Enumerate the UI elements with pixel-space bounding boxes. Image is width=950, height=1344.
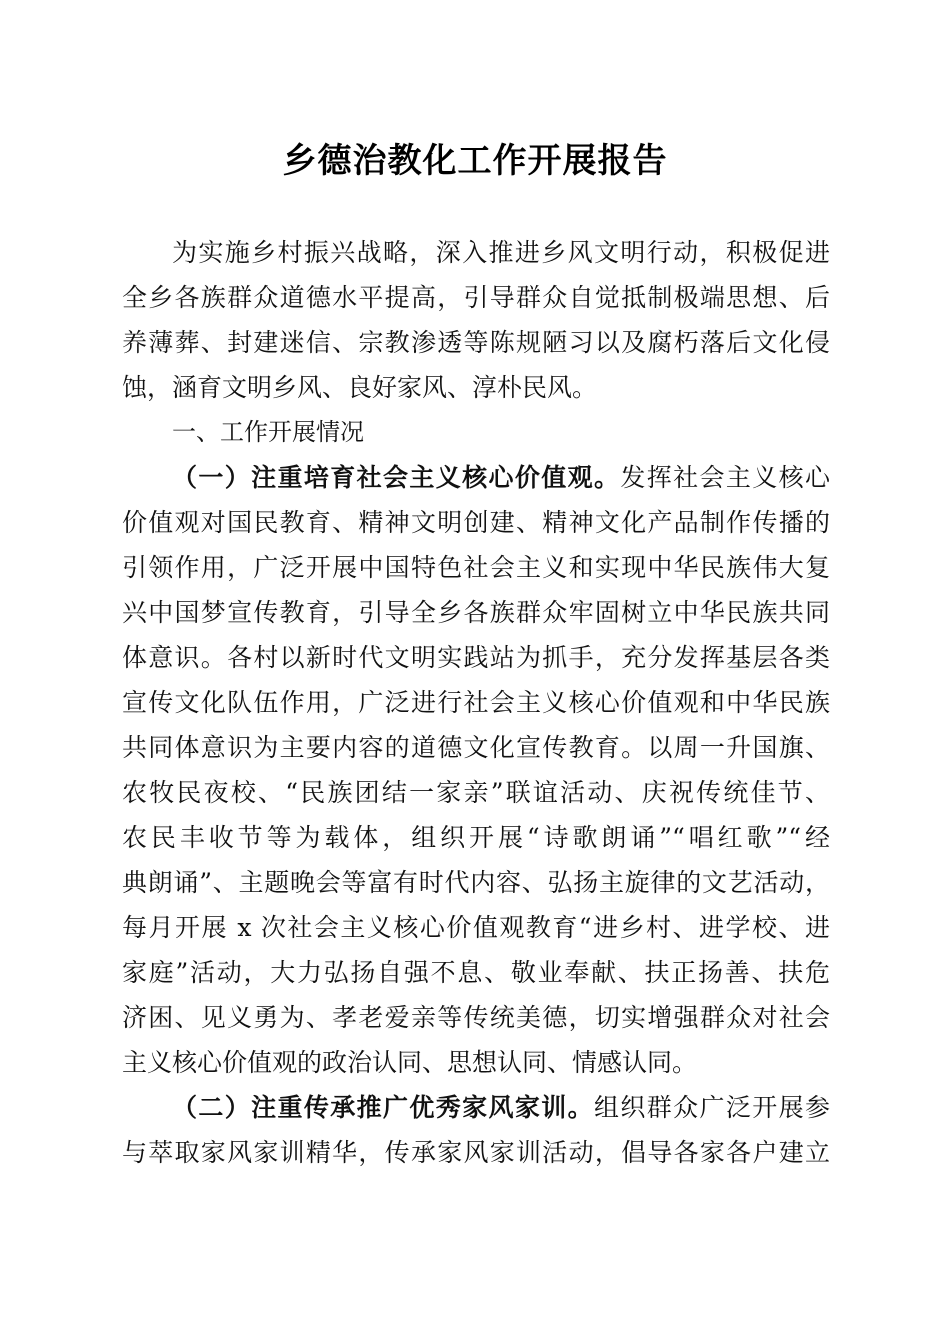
paragraph-line: 价值观对国民教育、精神文明创建、精神文化产品制作传播的 xyxy=(122,508,830,537)
document-title: 乡德治教化工作开展报告 xyxy=(282,141,668,181)
subsection-2 xyxy=(122,1085,830,1175)
intro-line: 养薄葬、封建迷信、宗教渗透等陈规陋习以及腐朽落后文化侵 xyxy=(122,328,830,357)
subsection-1-first-line-text: 发挥社会主义核心 xyxy=(620,463,830,492)
paragraph-line: 农牧民夜校、“民族团结一家亲”联谊活动、庆祝传统佳节、 xyxy=(122,778,830,807)
intro-line: 为实施乡村振兴战略，深入推进乡风文明行动，积极促进 xyxy=(172,238,830,267)
subsection-1-first-line xyxy=(122,455,830,500)
paragraph-line: 家庭”活动，大力弘扬自强不息、敬业奉献、扶正扬善、扶危 xyxy=(122,958,830,987)
intro-line: 全乡各族群众道德水平提高，引导群众自觉抵制极端思想、后 xyxy=(122,283,830,312)
paragraph-line: 典朗诵”、主题晚会等富有时代内容、弘扬主旋律的文艺活动， xyxy=(122,868,830,897)
paragraph-line: 每月开展 x 次社会主义核心价值观教育“进乡村、进学校、进 xyxy=(122,913,830,942)
paragraph-line: 兴中国梦宣传教育，引导全乡各族群众牢固树立中华民族共同 xyxy=(122,598,830,627)
subsection-1-heading: （一）注重培育社会主义核心价值观。 xyxy=(172,463,621,492)
paragraph-line: 主义核心价值观的政治认同、思想认同、情感认同。 xyxy=(122,1048,698,1077)
paragraph-line: 宣传文化队伍作用，广泛进行社会主义核心价值观和中华民族 xyxy=(122,688,830,717)
paragraph-line: 与萃取家风家训精华，传承家风家训活动，倡导各家各户建立 xyxy=(122,1138,830,1167)
subsection-2-first-line-text: 组织群众广泛开展参 xyxy=(593,1093,830,1122)
paragraph-line: 农民丰收节等为载体，组织开展“诗歌朗诵”“唱红歌”“经 xyxy=(122,823,830,852)
paragraph-line: 引领作用，广泛开展中国特色社会主义和实现中华民族伟大复 xyxy=(122,553,830,582)
subsection-1 xyxy=(122,455,830,1085)
section-heading: 一、工作开展情况 xyxy=(172,418,364,446)
paragraph-line: 济困、见义勇为、孝老爱亲等传统美德，切实增强群众对社会 xyxy=(122,1003,830,1032)
paragraph-line: 共同体意识为主要内容的道德文化宣传教育。以周一升国旗、 xyxy=(122,733,830,762)
intro-paragraph xyxy=(122,230,830,410)
subsection-2-first-line xyxy=(122,1085,830,1130)
intro-line: 蚀，涵育文明乡风、良好家风、淳朴民风。 xyxy=(122,373,598,402)
subsection-2-heading: （二）注重传承推广优秀家风家训。 xyxy=(172,1093,594,1122)
paragraph-line: 体意识。各村以新时代文明实践站为抓手，充分发挥基层各类 xyxy=(122,643,830,672)
section-1 xyxy=(122,410,830,455)
